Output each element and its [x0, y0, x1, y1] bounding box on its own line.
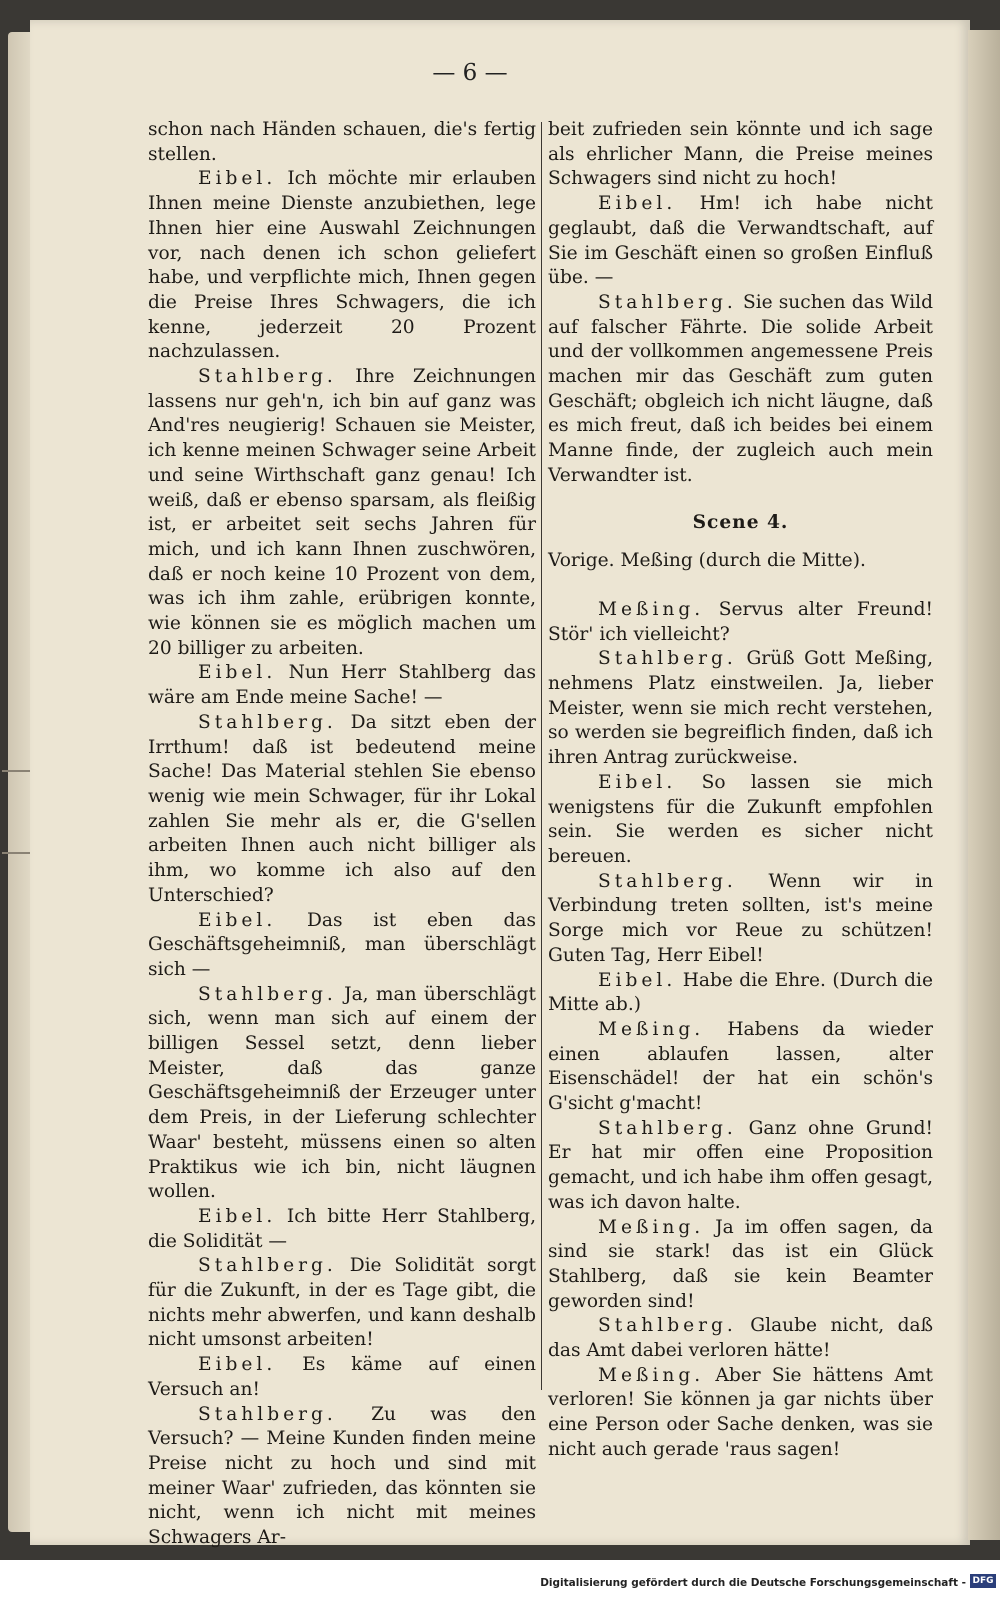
- dialogue-paragraph: [548, 1117, 933, 1216]
- speaker-name: Stahlberg.: [198, 711, 337, 733]
- dialogue-text: Das ist eben das Geschäftsgeheimniß, man überschlägt sich —: [148, 909, 536, 980]
- speaker-name: Meßing.: [598, 1018, 705, 1040]
- speaker-name: Eibel.: [198, 1354, 277, 1376]
- speaker-name: Eibel.: [198, 662, 277, 684]
- dialogue-paragraph: [148, 1254, 536, 1353]
- dialogue-paragraph: [148, 1403, 536, 1551]
- speaker-name: Eibel.: [198, 168, 277, 190]
- speaker-name: Eibel.: [198, 1205, 277, 1227]
- right-column-part-1: [548, 118, 933, 489]
- dialogue-text: Ja im offen sagen, da sind sie stark! das ist ein Glück Stahlberg, daß sie kein Beamter geworden sind!: [548, 1216, 933, 1312]
- speaker-name: Eibel.: [598, 969, 677, 991]
- dialogue-paragraph: [548, 192, 933, 291]
- dialogue-paragraph: [148, 365, 536, 661]
- speaker-name: Stahlberg.: [198, 366, 337, 388]
- funding-credit: Digitalisierung gefördert durch die Deutsche Forschungsgemeinschaft -: [540, 1577, 966, 1589]
- speaker-name: Eibel.: [598, 771, 677, 793]
- dialogue-text: Servus alter Freund! Stör' ich vielleicht?: [548, 598, 933, 645]
- speaker-name: Stahlberg.: [198, 1255, 337, 1277]
- spacer: [548, 574, 933, 598]
- speaker-name: Meßing.: [598, 1364, 705, 1386]
- dialogue-paragraph: [548, 1314, 933, 1363]
- dialogue-text: Habens da wieder einen ablaufen lassen, alter Eisenschädel! der hat ein schön's G'sicht g'macht!: [548, 1018, 933, 1115]
- dialogue-text: Da sitzt eben der Irrthum! daß ist bedeutend meine Sache! Das Material stehlen Sie ebenso wenig wie mein Schwager, für ihr Lokal zahlen Sie mehr als er, die G'sellen arbeiten Ihnen auch nicht billiger als ihm, wo komme ich also auf den Unterschied?: [148, 711, 536, 906]
- speaker-name: Stahlberg.: [598, 1117, 737, 1139]
- column-divider: [541, 122, 542, 1390]
- dialogue-paragraph: [148, 1353, 536, 1402]
- dfg-logo: DFG: [970, 1574, 996, 1588]
- dialogue-text: schon nach Händen schauen, die's fertig stellen.: [148, 119, 536, 165]
- speaker-name: Stahlberg.: [598, 291, 737, 313]
- left-column: [148, 118, 536, 1551]
- right-column-part-2: [548, 598, 933, 1463]
- dialogue-text: Sie suchen das Wild auf falscher Fährte. Die solide Arbeit und der vollkommen angemessene Preis machen mir das Geschäft zum guten Geschäft; obgleich ich nicht läugne, daß es mich freut, daß ich beides bei einem Manne finde, der zugleich auch mein Verwandter ist.: [548, 291, 933, 486]
- dialogue-paragraph: [548, 118, 933, 192]
- dialogue-text: Ich bitte Herr Stahlberg, die Solidität —: [148, 1205, 536, 1252]
- dialogue-paragraph: [548, 598, 933, 647]
- dialogue-text: Aber Sie hättens Amt verloren! Sie können ja gar nichts über eine Person oder Sache denken, was sie nicht auch gerade 'raus sagen!: [548, 1364, 933, 1460]
- dialogue-paragraph: [148, 909, 536, 983]
- dialogue-text: So lassen sie mich wenigstens für die Zukunft empfohlen sein. Sie werden es sicher nicht bereuen.: [548, 771, 933, 867]
- dialogue-paragraph: [148, 661, 536, 710]
- dialogue-text: Nun Herr Stahlberg das wäre am Ende meine Sache! —: [148, 662, 536, 709]
- dialogue-text: Es käme auf einen Versuch an!: [148, 1354, 536, 1400]
- dialogue-text: Hm! ich habe nicht geglaubt, daß die Verwandtschaft, auf Sie im Geschäft einen so großen Einfluß übe. —: [548, 193, 933, 289]
- dialogue-paragraph: [548, 870, 933, 969]
- dialogue-text: Die Solidität sorgt für die Zukunft, in der es Tage gibt, die nichts mehr abwerfen, und kann deshalb nicht umsonst arbeiten!: [148, 1255, 536, 1351]
- dialogue-paragraph: [148, 1205, 536, 1254]
- dialogue-text: Glaube nicht, daß das Amt dabei verloren hätte!: [548, 1315, 933, 1362]
- dialogue-paragraph: [148, 118, 536, 167]
- dialogue-paragraph: [148, 983, 536, 1205]
- dialogue-text: Ihre Zeichnungen lassens nur geh'n, ich bin auf ganz was And'res neugierig! Schauen sie Meister, ich kenne meinen Schwager seine Arbeit und seine Wirthschaft ganz genau! Ich weiß, daß er ebenso sparsam, als fleißig ist, er arbeitet seit sechs Jahren für mich, und ich kann Ihnen zuschwören, daß er noch keine 10 Prozent von dem, was ich ihm zahle, erübrigen konnte, wie können sie es möglich machen um 20 billiger zu arbeiten.: [148, 366, 536, 659]
- scene-title: Scene 4.: [692, 511, 789, 533]
- dialogue-text: Zu was den Versuch? — Meine Kunden finden meine Preise nicht zu hoch und sind mit meiner Waar' zufrieden, das könnten sie nicht, wenn ich nicht mit meines Schwagers Ar-: [148, 1403, 536, 1549]
- dialogue-text: beit zufrieden sein könnte und ich sage als ehrlicher Mann, die Preise meines Schwagers sind nicht zu hoch!: [548, 119, 933, 190]
- right-column: [548, 118, 933, 1463]
- page-number: — 6 —: [432, 60, 508, 86]
- next-page-edge: [968, 30, 1000, 1540]
- dialogue-text: Habe die Ehre. (Durch die Mitte ab.): [548, 969, 933, 1016]
- dialogue-text: Grüß Gott Meßing, nehmens Platz einstweilen. Ja, lieber Meister, wenn sie mich recht verstehen, so werden sie begreiflich finden, daß ich ihren Antrag zurückweise.: [548, 648, 933, 769]
- dialogue-text: Wenn wir in Verbindung treten sollten, ist's meine Sorge mich vor Reue zu schützen! Guten Tag, Herr Eibel!: [548, 870, 933, 966]
- speaker-name: Meßing.: [598, 1216, 705, 1238]
- speaker-name: Stahlberg.: [198, 983, 337, 1005]
- dialogue-paragraph: [548, 1216, 933, 1315]
- dialogue-paragraph: [548, 969, 933, 1018]
- dialogue-paragraph: [548, 647, 933, 771]
- dialogue-paragraph: [548, 291, 933, 489]
- dialogue-paragraph: [148, 711, 536, 909]
- dialogue-text: Ja, man überschlägt sich, wenn man sich auf einem der billigen Sessel setzt, denn lieber Meister, daß das ganze Geschäftsgeheimniß der Erzeuger unter dem Preis, in der Lieferung schlechter Waar' besteht, müssens einen so alten Praktikus wie ich bin, nicht läugnen wollen.: [148, 983, 536, 1203]
- speaker-name: Stahlberg.: [598, 1315, 737, 1337]
- dialogue-paragraph: [548, 1018, 933, 1117]
- dialogue-paragraph: [548, 771, 933, 870]
- speaker-name: Eibel.: [198, 909, 277, 931]
- stage-direction: Vorige. Meßing (durch die Mitte).: [548, 550, 866, 572]
- dialogue-text: Ich möchte mir erlauben Ihnen meine Dienste anzubiethen, lege Ihnen hier eine Auswahl Zeichnungen vor, nach denen ich schon geliefert habe, und verpflichte mich, Ihnen gegen die Preise Ihres Schwagers, die ich kenne, jederzeit 20 Prozent nachzulassen.: [148, 168, 536, 363]
- dialogue-text: Ganz ohne Grund! Er hat mir offen eine Proposition gemacht, und ich habe ihm offen gesagt, was ich davon halte.: [548, 1117, 933, 1213]
- dialogue-paragraph: [548, 1364, 933, 1463]
- speaker-name: Eibel.: [598, 193, 677, 215]
- speaker-name: Meßing.: [598, 598, 705, 620]
- speaker-name: Stahlberg.: [598, 870, 737, 892]
- dialogue-paragraph: [148, 167, 536, 365]
- speaker-name: Stahlberg.: [598, 648, 737, 670]
- speaker-name: Stahlberg.: [198, 1403, 337, 1425]
